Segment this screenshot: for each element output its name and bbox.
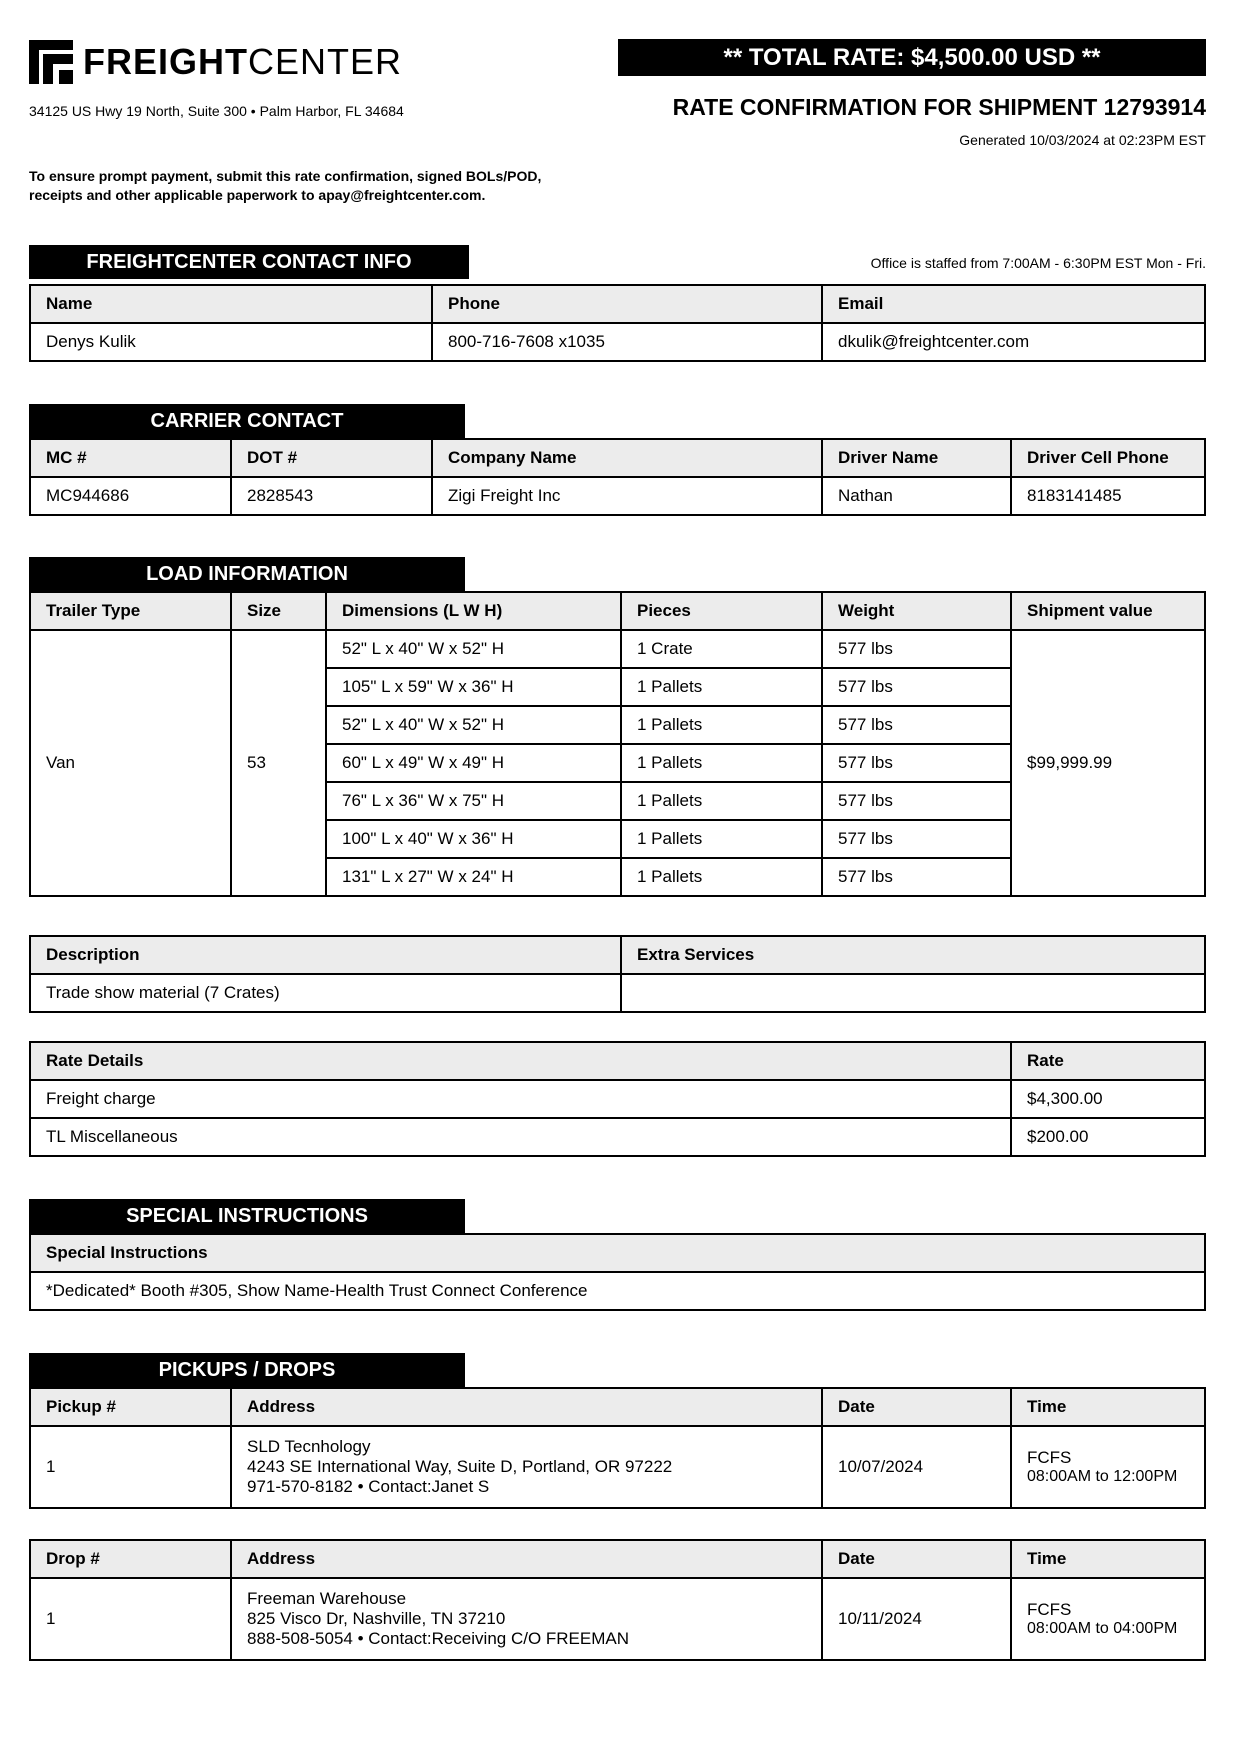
table-row [30,1426,1205,1508]
item-pieces: 1 Pallets [621,744,822,782]
column-header: Rate [1011,1042,1205,1080]
logo-bold-text: FREIGHT [83,41,248,82]
description-table [29,935,1206,1013]
rate-amount: $4,300.00 [1011,1080,1205,1118]
pickup-time-type: FCFS [1027,1448,1072,1467]
generated-timestamp: Generated 10/03/2024 at 02:23PM EST [959,132,1206,148]
table-header-row [30,936,1205,974]
item-dimensions: 52" L x 40" W x 52" H [326,706,621,744]
column-header: DOT # [231,439,432,477]
table-row [30,1080,1205,1118]
trailer-type: Van [30,630,231,896]
item-weight: 577 lbs [822,668,1011,706]
drop-street: 825 Visco Dr, Nashville, TN 37210 [247,1609,506,1628]
payment-note-line: receipts and other applicable paperwork to apay@freightcenter.com. [29,187,486,203]
column-header: Pieces [621,592,822,630]
table-row [30,477,1205,515]
special-instructions-text: *Dedicated* Booth #305, Show Name-Health Trust Connect Conference [30,1272,1205,1310]
pickup-address [231,1426,822,1508]
column-header: Size [231,592,326,630]
column-header: Trailer Type [30,592,231,630]
table-header-row [30,1540,1205,1578]
table-header-row [30,1042,1205,1080]
rate-detail: Freight charge [30,1080,1011,1118]
drop-time [1011,1578,1205,1660]
carrier-driver-phone: 8183141485 [1011,477,1205,515]
column-header: Address [231,1388,822,1426]
column-header: Rate Details [30,1042,1011,1080]
pickup-time [1011,1426,1205,1508]
column-header: Special Instructions [30,1234,1205,1272]
column-header: Company Name [432,439,822,477]
item-dimensions: 60" L x 49" W x 49" H [326,744,621,782]
pickup-street: 4243 SE International Way, Suite D, Portland, OR 97222 [247,1457,673,1476]
pickup-time-window: 08:00AM to 12:00PM [1027,1468,1178,1485]
table-header-row [30,439,1205,477]
pickup-date: 10/07/2024 [822,1426,1011,1508]
logo-light-text: CENTER [248,41,403,82]
item-weight: 577 lbs [822,706,1011,744]
column-header: Time [1011,1388,1205,1426]
item-pieces: 1 Pallets [621,706,822,744]
table-row [30,974,1205,1012]
item-pieces: 1 Pallets [621,858,822,896]
item-dimensions: 76" L x 36" W x 75" H [326,782,621,820]
payment-note [29,167,541,205]
column-header: Address [231,1540,822,1578]
rate-detail: TL Miscellaneous [30,1118,1011,1156]
item-weight: 577 lbs [822,858,1011,896]
table-header-row [30,592,1205,630]
item-weight: 577 lbs [822,820,1011,858]
column-header: Phone [432,285,822,323]
column-header: Date [822,1388,1011,1426]
load-table [29,591,1206,897]
contact-name: Denys Kulik [30,323,432,361]
payment-note-line: To ensure prompt payment, submit this rate confirmation, signed BOLs/POD, [29,168,542,184]
pickup-table [29,1387,1206,1509]
column-header: Email [822,285,1205,323]
logo-wordmark [83,41,403,82]
contact-email[interactable]: dkulik@freightcenter.com [822,323,1205,361]
carrier-dot: 2828543 [231,477,432,515]
column-header: Shipment value [1011,592,1205,630]
table-header-row [30,1388,1205,1426]
total-rate-banner: ** TOTAL RATE: $4,500.00 USD ** [618,39,1206,76]
drop-company: Freeman Warehouse [247,1589,407,1608]
drop-table [29,1539,1206,1661]
carrier-driver-name: Nathan [822,477,1011,515]
table-row [30,630,1205,668]
item-weight: 577 lbs [822,782,1011,820]
description-text: Trade show material (7 Crates) [30,974,621,1012]
item-dimensions: 52" L x 40" W x 52" H [326,630,621,668]
pickup-company: SLD Tecnhology [247,1437,371,1456]
column-header: Drop # [30,1540,231,1578]
column-header: Time [1011,1540,1205,1578]
carrier-table [29,438,1206,516]
column-header: Description [30,936,621,974]
company-address: 34125 US Hwy 19 North, Suite 300 • Palm Harbor, FL 34684 [29,103,404,119]
column-header: MC # [30,439,231,477]
table-row [30,1272,1205,1310]
freightcenter-logo-icon [29,40,73,84]
carrier-section-heading: CARRIER CONTACT [29,404,465,438]
pickup-number: 1 [30,1426,231,1508]
item-weight: 577 lbs [822,744,1011,782]
table-row [30,1118,1205,1156]
column-header: Dimensions (L W H) [326,592,621,630]
rate-amount: $200.00 [1011,1118,1205,1156]
column-header: Pickup # [30,1388,231,1426]
column-header: Driver Name [822,439,1011,477]
shipment-value: $99,999.99 [1011,630,1205,896]
item-pieces: 1 Crate [621,630,822,668]
table-header-row [30,285,1205,323]
pickup-contact: 971-570-8182 • Contact:Janet S [247,1477,490,1496]
contact-section-heading: FREIGHTCENTER CONTACT INFO [29,245,469,279]
trailer-size: 53 [231,630,326,896]
extra-services [621,974,1205,1012]
pickups-section-heading: PICKUPS / DROPS [29,1353,465,1387]
drop-time-window: 08:00AM to 04:00PM [1027,1620,1178,1637]
drop-contact: 888-508-5054 • Contact:Receiving C/O FREEMAN [247,1629,630,1648]
item-dimensions: 100" L x 40" W x 36" H [326,820,621,858]
column-header: Weight [822,592,1011,630]
logo [29,40,402,84]
carrier-mc: MC944686 [30,477,231,515]
office-hours: Office is staffed from 7:00AM - 6:30PM EST Mon - Fri. [870,255,1206,271]
column-header: Extra Services [621,936,1205,974]
carrier-company: Zigi Freight Inc [432,477,822,515]
column-header: Driver Cell Phone [1011,439,1205,477]
page-title: RATE CONFIRMATION FOR SHIPMENT 12793914 [672,94,1206,120]
column-header: Date [822,1540,1011,1578]
special-section-heading: SPECIAL INSTRUCTIONS [29,1199,465,1233]
contact-table [29,284,1206,362]
item-pieces: 1 Pallets [621,820,822,858]
table-row [30,1578,1205,1660]
rates-table [29,1041,1206,1157]
table-header-row [30,1234,1205,1272]
column-header: Name [30,285,432,323]
drop-date: 10/11/2024 [822,1578,1011,1660]
special-table [29,1233,1206,1311]
item-pieces: 1 Pallets [621,782,822,820]
drop-address [231,1578,822,1660]
drop-time-type: FCFS [1027,1600,1072,1619]
item-weight: 577 lbs [822,630,1011,668]
item-pieces: 1 Pallets [621,668,822,706]
table-row [30,323,1205,361]
contact-phone[interactable]: 800-716-7608 x1035 [432,323,822,361]
item-dimensions: 105" L x 59" W x 36" H [326,668,621,706]
load-section-heading: LOAD INFORMATION [29,557,465,591]
item-dimensions: 131" L x 27" W x 24" H [326,858,621,896]
drop-number: 1 [30,1578,231,1660]
